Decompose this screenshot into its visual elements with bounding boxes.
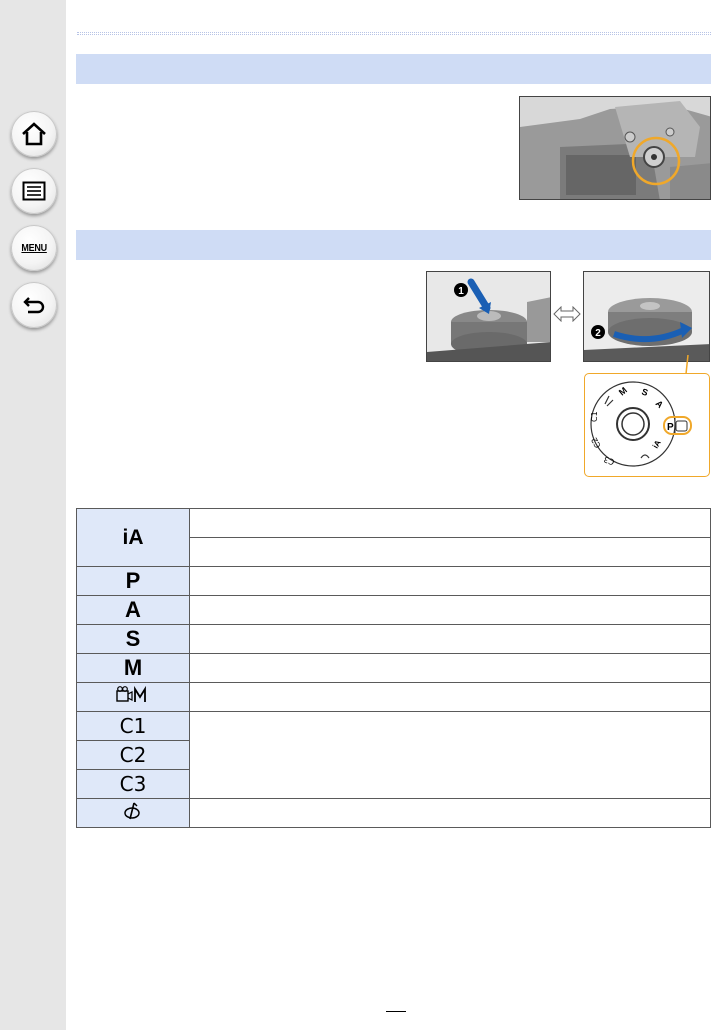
dial-mark-c1: C1 [590,411,599,422]
mode-label-a: A [77,596,190,625]
page-number [386,1000,406,1012]
mode-label-ia: iA [77,509,190,567]
mode-description [190,625,711,654]
mode-description [190,799,711,828]
table-row [77,683,711,712]
sidebar-nav [0,0,66,1030]
table-row [77,654,711,683]
dial-mark-p: P [667,422,674,433]
mode-label-s: S [77,625,190,654]
dial-rotate-illustration [584,272,710,362]
camera-top-photo [519,96,711,200]
list-icon [22,181,46,201]
mode-dial-diagram [585,374,708,475]
section-header-2 [76,230,711,260]
mode-description [190,567,711,596]
mode-label-p: P [77,567,190,596]
menu-label: MENU [21,242,47,254]
section-header-1 [76,54,711,84]
svg-text:1: 1 [458,286,464,297]
mode-description [190,509,711,538]
mode-table [76,508,711,828]
dial-rotate-photo [583,271,710,362]
camera-body-illustration [520,97,711,200]
table-row [77,712,711,741]
back-arrow-icon [22,295,46,315]
table-row [77,625,711,654]
mode-label-creative-control [77,799,190,828]
creative-control-icon [121,801,145,821]
dial-press-photo [426,271,551,362]
mode-description [190,683,711,712]
home-button[interactable] [11,111,57,157]
mode-description [190,538,711,567]
table-row [77,799,711,828]
dial-mark-c3: C3 [602,454,616,467]
dial-mark-c2: C2 [589,435,603,450]
dial-press-illustration [427,272,551,362]
table-row [77,567,711,596]
dial-mark-a: A [653,398,666,411]
mode-description [190,712,711,799]
home-icon [21,122,47,146]
mode-label-c2: C2 [77,741,190,770]
dial-mark-ia: iA [650,438,663,450]
back-button[interactable] [11,282,57,328]
callout-leader-line [680,355,690,375]
single-shot-icon [676,421,687,431]
mode-label-creative-video [77,683,190,712]
dial-mark-m: M [616,385,630,398]
header-rule [77,32,711,35]
double-arrow-icon [553,306,581,322]
contents-button[interactable] [11,168,57,214]
mode-dial-callout [584,373,710,477]
mode-label-c3: C3 [77,770,190,799]
dial-mark-s: S [640,386,650,398]
table-row [77,596,711,625]
svg-text:2: 2 [595,328,601,339]
mode-label-c1: C1 [77,712,190,741]
menu-button[interactable] [11,225,57,271]
mode-label-m: M [77,654,190,683]
mode-description [190,654,711,683]
mode-description [190,596,711,625]
movie-camera-m-icon [113,685,153,705]
table-row [77,509,711,538]
